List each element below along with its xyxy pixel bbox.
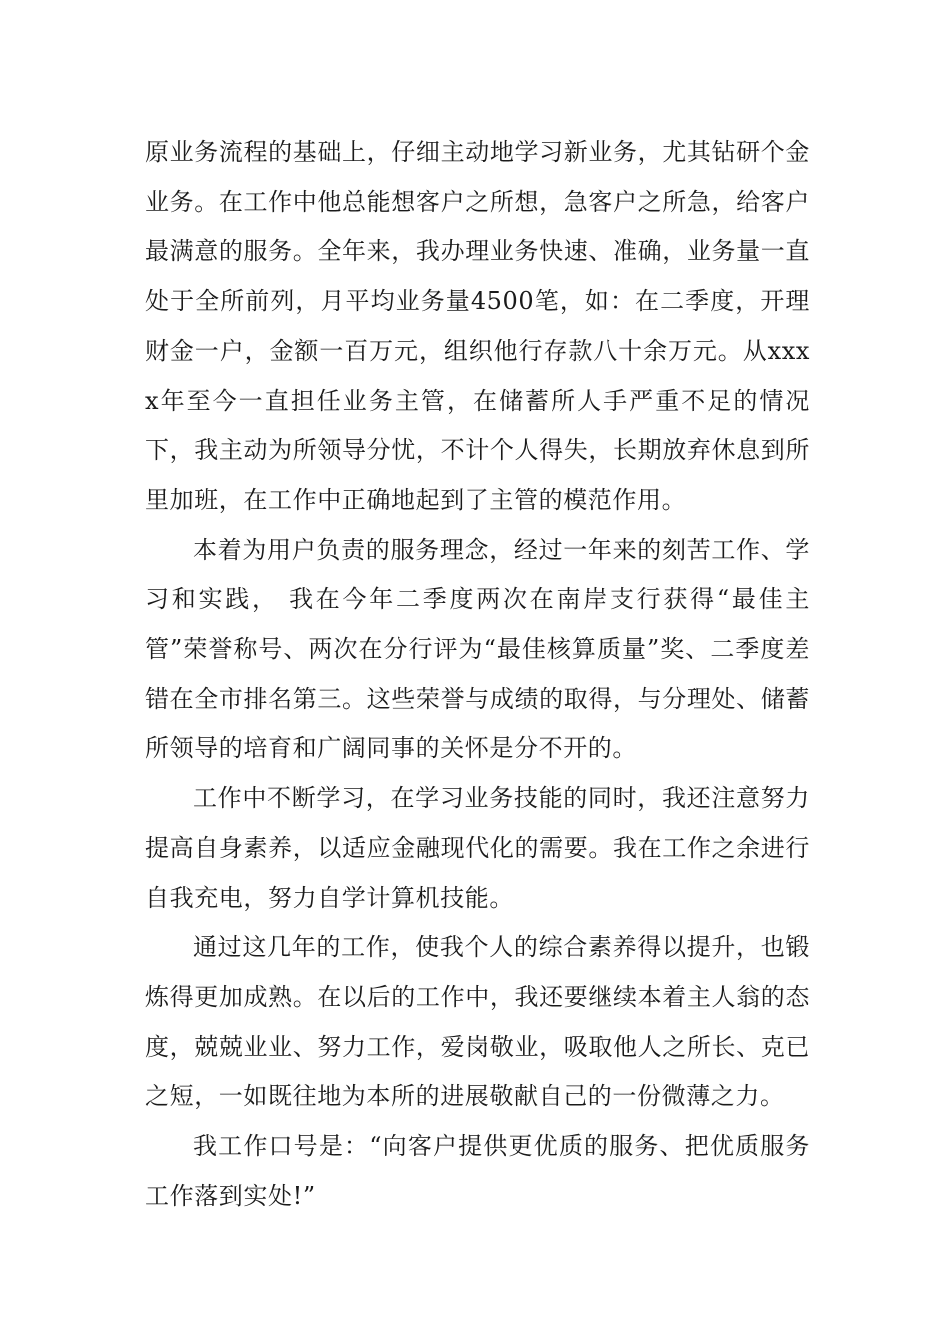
paragraph-5: 我工作口号是：“向客户提供更优质的服务、把优质服务工作落到实处!” [145, 1132, 810, 1210]
paragraph-4: 通过这几年的工作，使我个人的综合素养得以提升，也锻炼得更加成熟。在以后的工作中，我还要继续本着主人翁的态度，兢兢业业、努力工作，爱岗敬业，吸取他人之所长、克已之短，一如既往地为本所的进展敬献自己的一份微薄之力。 [145, 933, 810, 1111]
paragraph-2: 本着为用户负责的服务理念，经过一年来的刻苦工作、学习和实践， 我在今年二季度两次在南岸支行获得“最佳主管”荣誉称号、两次在分行评为“最佳核算质量”奖、二季度差错在全市排名第三。这些荣誉与成绩的取得，与分理处、储蓄所领导的培育和广阔同事的关怀是分不开的。 [145, 535, 810, 763]
document-body [145, 128, 810, 1221]
paragraph-3: 工作中不断学习，在学习业务技能的同时，我还注意努力提高自身素养，以适应金融现代化的需要。我在工作之余进行自我充电，努力自学计算机技能。 [145, 784, 810, 912]
paragraph-1: 原业务流程的基础上，仔细主动地学习新业务，尤其钻研个金业务。在工作中他总能想客户之所想，急客户之所急，给客户最满意的服务。全年来，我办理业务快速、准确，业务量一直处于全所前列，月平均业务量4500笔，如：在二季度，开理财金一户，金额一百万元，组织他行存款八十余万元。从xxxx年至今一直担任业务主管，在储蓄所人手严重不足的情况下，我主动为所领导分忧，不计个人得失，长期放弃休息到所里加班，在工作中正确地起到了主管的模范作用。 [145, 138, 810, 514]
